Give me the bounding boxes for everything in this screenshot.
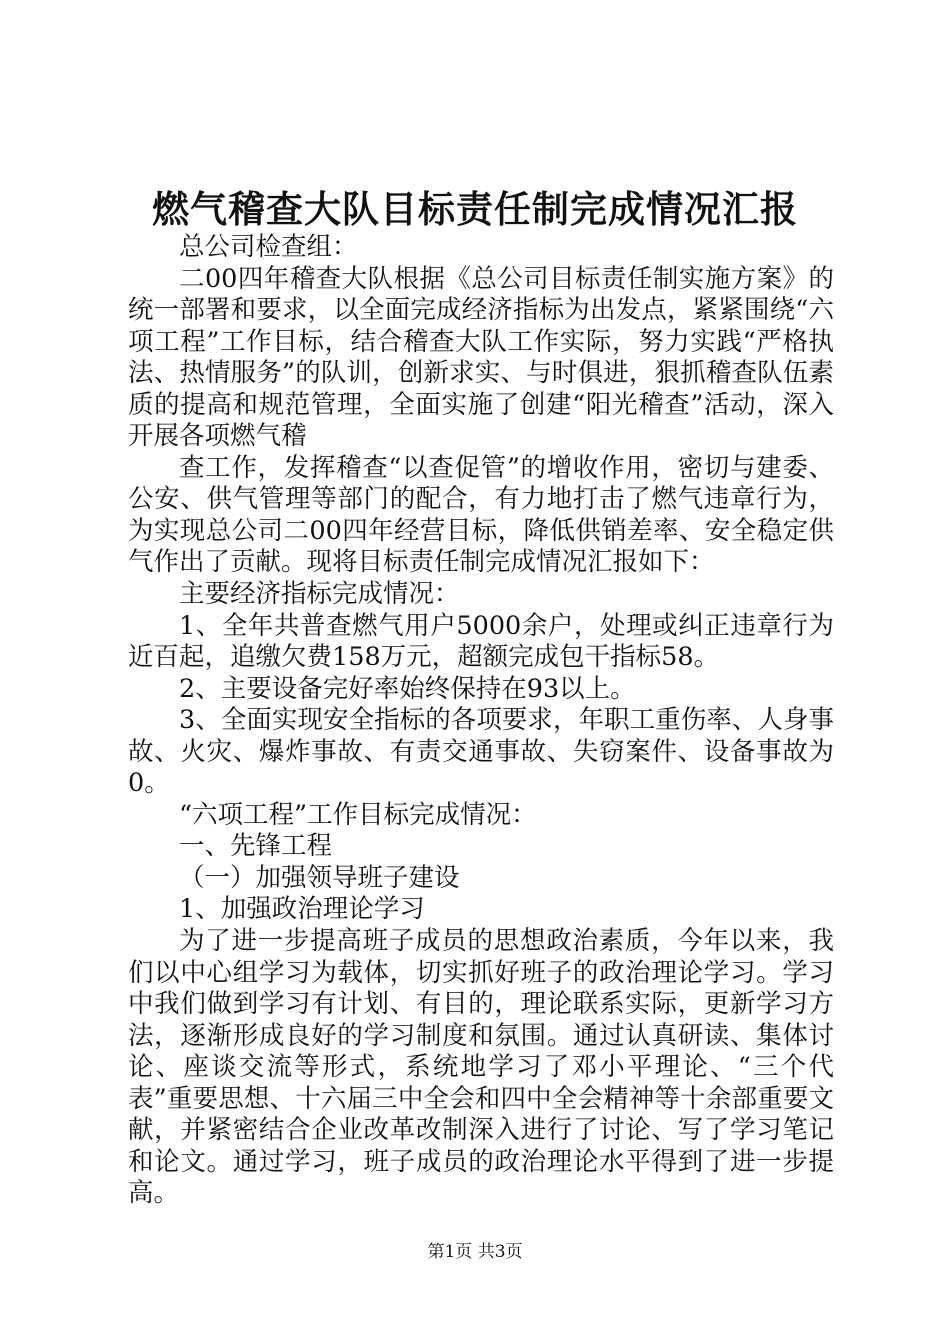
page-number-footer: 第1页 共3页 xyxy=(427,1242,523,1262)
document-body xyxy=(128,232,834,1210)
paragraph-political-study: 为了进一步提高班子成员的思想政治素质，今年以来，我们以中心组学习为载体，切实抓好班子的政治理论学习。学习中我们做到学习有计划、有目的，理论联系实际，更新学习方法，逐渐形成良好的学习制度和氛围。通过认真研读、集体讨论、座谈交流等形式，系统地学习了邓小平理论、“三个代表”重要思想、十六届三中全会和四中全会精神等十余部重要文献，并紧密结合企业改革改制深入进行了讨论、写了学习笔记和论文。通过学习，班子成员的政治理论水平得到了进一步提高。 xyxy=(128,926,834,1209)
paragraph-intro: 二00四年稽查大队根据《总公司目标责任制实施方案》的统一部署和要求，以全面完成经济指标为出发点，紧紧围绕“六项工程”工作目标，结合稽查大队工作实际，努力实践“严格执法、热情服务”的队训，创新求实、与时俱进，狠抓稽查队伍素质的提高和规范管理，全面实施了创建“阳光稽查”活动，深入开展各项燃气稽 xyxy=(128,263,834,452)
subsection-heading-political-study: 1、加强政治理论学习 xyxy=(179,894,425,925)
section-heading-six-projects: “六项工程”工作目标完成情况： xyxy=(179,799,537,830)
paragraph-salutation: 总公司检查组： xyxy=(179,232,358,262)
list-item: 1、全年共普查燃气用户5000余户，处理或纠正违章行为近百起，追缴欠费158万元，超额完成包干指标58。 xyxy=(128,610,834,673)
section-heading-economic-indicators: 主要经济指标完成情况： xyxy=(179,579,460,610)
subsection-heading-leadership: （一）加强领导班子建设 xyxy=(179,862,460,893)
section-heading-vanguard-project: 一、先锋工程 xyxy=(179,831,333,862)
list-item: 2、主要设备完好率始终保持在93以上。 xyxy=(179,673,636,704)
list-item: 3、全面实现安全指标的各项要求，年职工重伤率、人身事故、火灾、爆炸事故、有责交通事故、失窃案件、设备事故为0。 xyxy=(128,705,834,799)
paragraph-intro-continued: 查工作，发挥稽查“以查促管”的增收作用，密切与建委、公安、供气管理等部门的配合，有力地打击了燃气违章行为，为实现总公司二00四年经营目标，降低供销差率、安全稳定供气作出了贡献。现将目标责任制完成情况汇报如下： xyxy=(128,452,834,578)
document-title: 燃气稽查大队目标责任制完成情况汇报 xyxy=(152,187,798,231)
